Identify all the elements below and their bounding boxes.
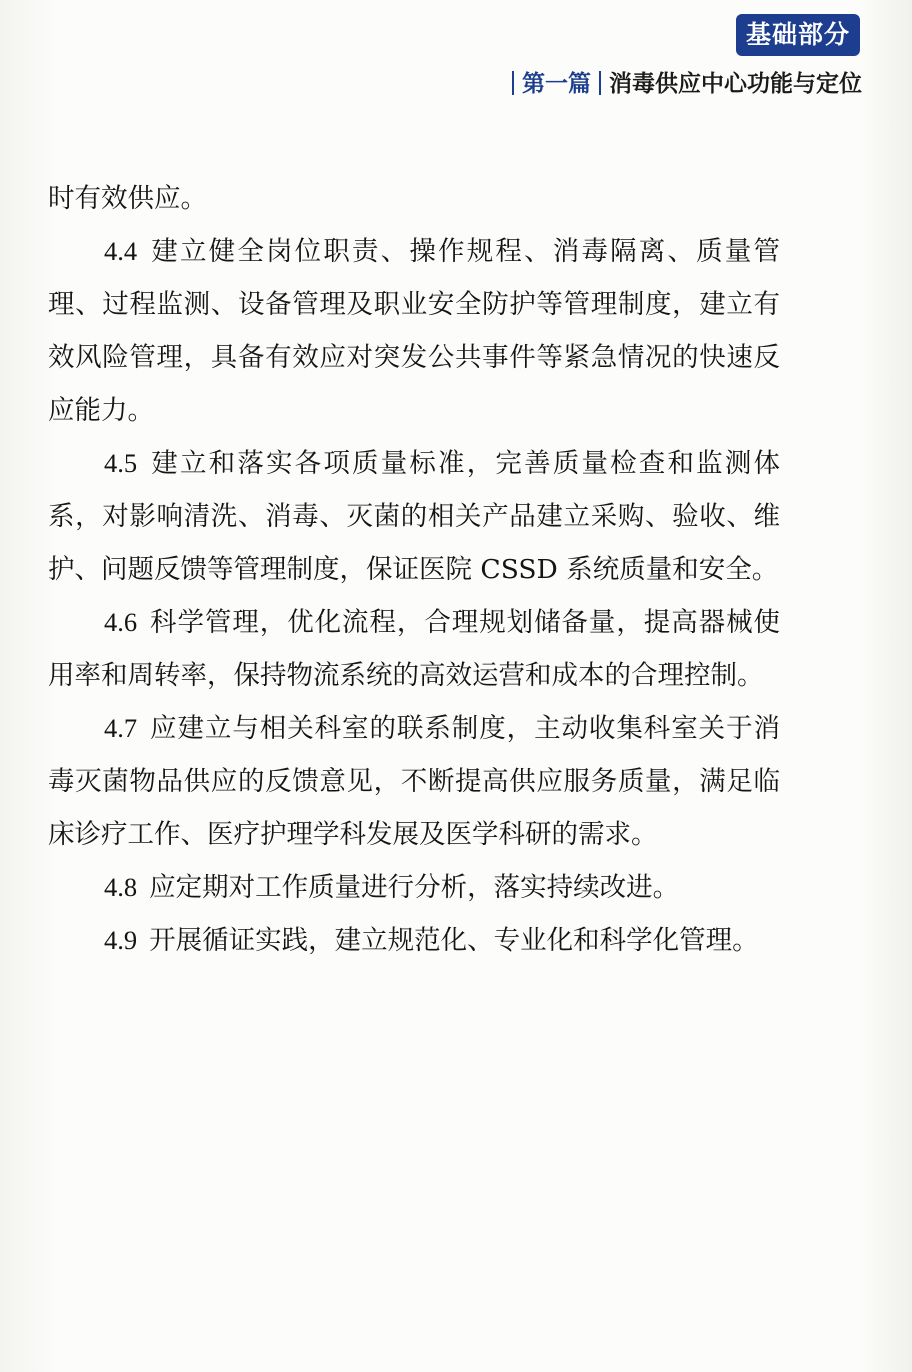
paragraph-text: 科学管理，优化流程，合理规划储备量，提高器械使用率和周转率，保持物流系统的高效运营和成本的合理控制。: [48, 607, 780, 691]
paragraph-text: 应定期对工作质量进行分析，落实持续改进。: [149, 872, 680, 903]
paragraph-4-8: [48, 861, 780, 914]
paragraph-number: 4.9: [104, 925, 138, 955]
paragraph-text: 建立健全岗位职责、操作规程、消毒隔离、质量管理、过程监测、设备管理及职业安全防护等管理制度，建立有效风险管理，具备有效应对突发公共事件等紧急情况的快速反应能力。: [48, 236, 780, 426]
paragraph-text: 开展循证实践，建立规范化、专业化和科学化管理。: [149, 925, 759, 956]
paragraph-text: 建立和落实各项质量标准，完善质量检查和监测体系，对影响清洗、消毒、灭菌的相关产品建立采购、验收、维护、问题反馈等管理制度，保证医院 CSSD 系统质量和安全。: [48, 448, 780, 585]
paragraph-number: 4.6: [104, 607, 138, 637]
chapter-title: 消毒供应中心功能与定位: [609, 71, 862, 97]
paragraph-number: 4.4: [104, 236, 138, 266]
continuation-paragraph: 时有效供应。: [48, 183, 207, 214]
paragraph-number: 4.7: [104, 713, 138, 743]
divider-bar-right: [599, 71, 601, 95]
paragraph-4-4: [48, 225, 780, 437]
paragraph-number: 4.8: [104, 872, 138, 902]
part-label: 第一篇: [522, 70, 591, 97]
paragraph-number: 4.5: [104, 448, 138, 478]
divider-bar-left: [512, 71, 514, 95]
paragraph-4-9: [48, 914, 780, 967]
paragraph-4-5: [48, 437, 780, 596]
body-text: [48, 172, 780, 967]
paragraph-text: 应建立与相关科室的联系制度，主动收集科室关于消毒灭菌物品供应的反馈意见，不断提高供应服务质量，满足临床诊疗工作、医疗护理学科发展及医学科研的需求。: [48, 713, 780, 850]
section-badge: 基础部分: [736, 14, 860, 56]
paragraph-4-7: [48, 702, 780, 861]
paragraph-4-6: [48, 596, 780, 702]
running-head: [504, 66, 862, 102]
